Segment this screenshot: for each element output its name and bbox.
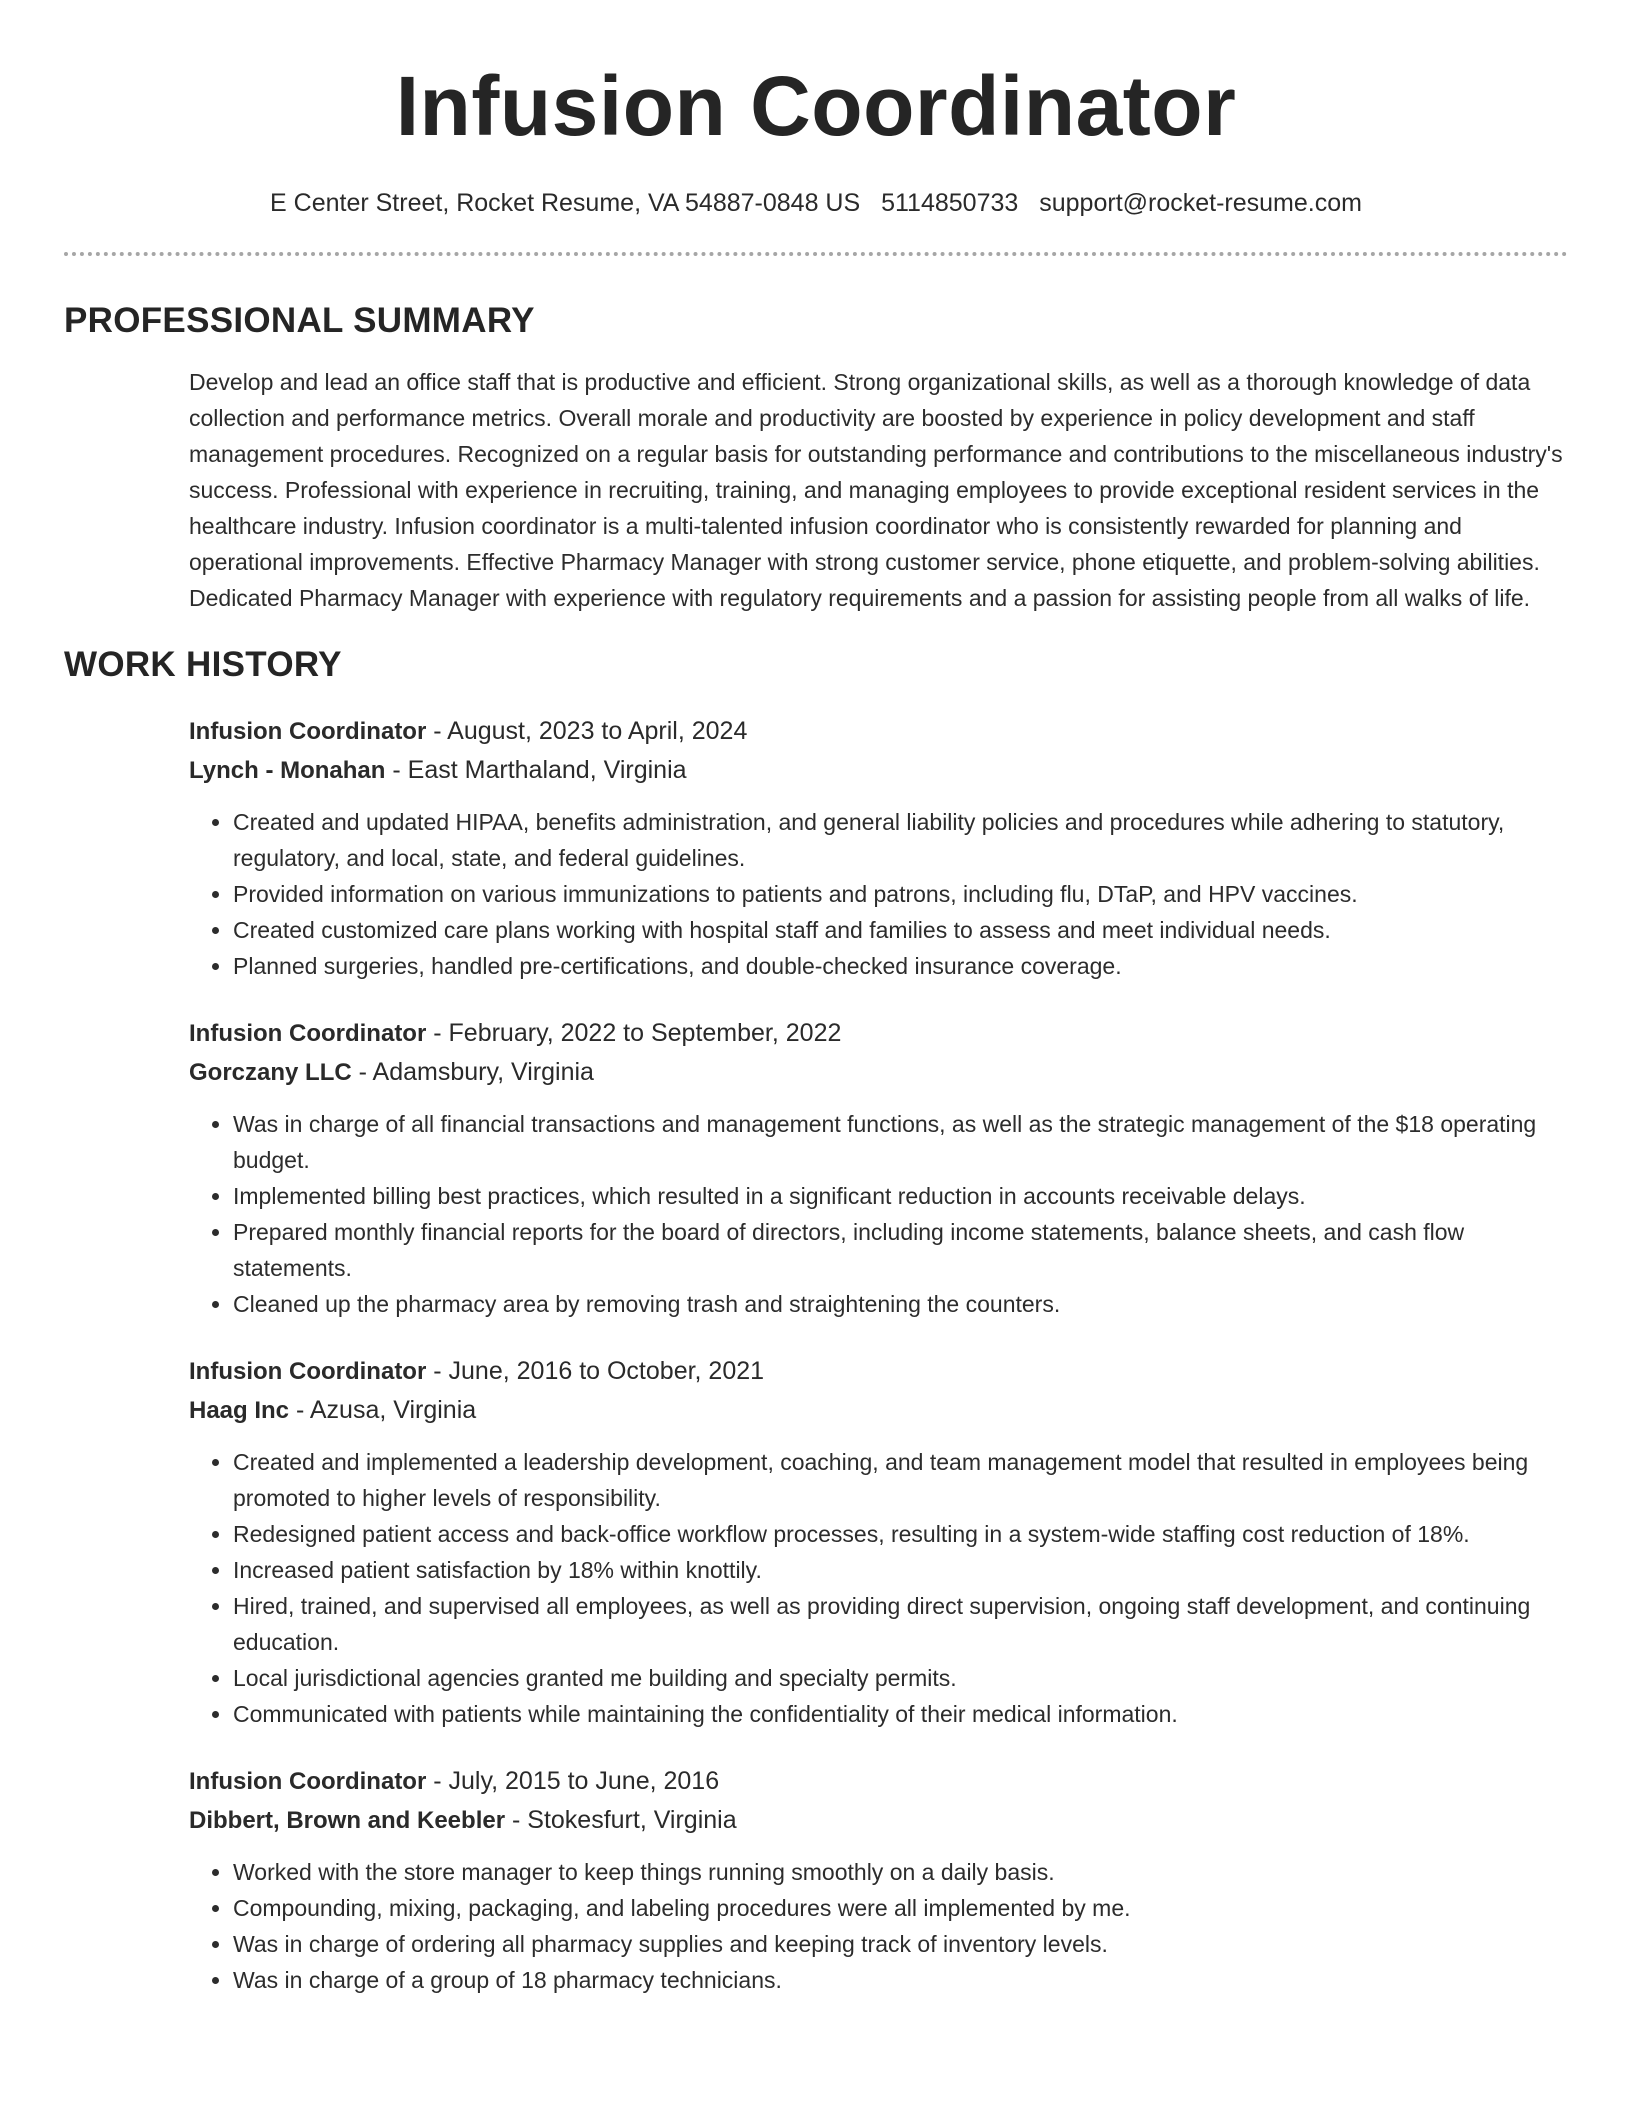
job-location: - Adamsbury, Virginia <box>351 1058 594 1086</box>
header-divider <box>64 252 1568 256</box>
list-item: • Local jurisdictional agencies granted me building and specialty permits. <box>233 1660 1568 1696</box>
job-company-line <box>189 1801 1568 1840</box>
job-title-line <box>189 1014 1568 1053</box>
contact-email: support@rocket-resume.com <box>1039 189 1362 217</box>
job-role: Infusion Coordinator <box>189 718 427 745</box>
contact-phone: 5114850733 <box>881 189 1019 217</box>
job-location: - East Marthaland, Virginia <box>385 756 687 784</box>
list-item: • Redesigned patient access and back-office workflow processes, resulting in a system-wide staffing cost reduction of 18%. <box>233 1516 1568 1552</box>
list-item: • Worked with the store manager to keep things running smoothly on a daily basis. <box>233 1854 1568 1890</box>
job-dates: - June, 2016 to October, 2021 <box>426 1357 765 1385</box>
summary-text: Develop and lead an office staff that is productive and efficient. Strong organizational skills, as well as a thorough knowledge of data collection and performance metrics. Overall morale and productivity are boosted by experience in policy development and staff management procedures. Recognized on a regular basis for outstanding performance and contributions to the miscellaneous industry's success. Professional with experience in recruiting, training, and managing employees to provide exceptional resident services in the healthcare industry. Infusion coordinator is a multi-talented infusion coordinator who is consistently rewarded for planning and operational improvements. Effective Pharmacy Manager with strong customer service, phone etiquette, and problem-solving abilities. Dedicated Pharmacy Manager with experience with regulatory requirements and a passion for assisting people from all walks of life. <box>189 369 1563 611</box>
job-company: Haag Inc <box>189 1397 290 1424</box>
resume-name: Infusion Coordinator <box>395 59 1237 153</box>
job-location: - Stokesfurt, Virginia <box>505 1806 737 1834</box>
job-company-line <box>189 751 1568 790</box>
list-item: • Was in charge of all financial transactions and management functions, as well as the strategic management of the $18 operating budget. <box>233 1106 1568 1178</box>
job-role: Infusion Coordinator <box>189 1768 427 1795</box>
job-dates: - August, 2023 to April, 2024 <box>426 717 748 745</box>
job-bullets <box>189 1106 1568 1322</box>
list-item: • Planned surgeries, handled pre-certifications, and double-checked insurance coverage. <box>233 948 1568 984</box>
list-item: • Created and updated HIPAA, benefits administration, and general liability policies and procedures while adhering to statutory, regulatory, and local, state, and federal guidelines. <box>233 804 1568 876</box>
list-item: • Hired, trained, and supervised all employees, as well as providing direct supervision, ongoing staff development, and continuing education. <box>233 1588 1568 1660</box>
job-role: Infusion Coordinator <box>189 1358 427 1385</box>
list-item: • Cleaned up the pharmacy area by removing trash and straightening the counters. <box>233 1286 1568 1322</box>
contact-line <box>64 186 1568 220</box>
job-entry <box>189 1014 1568 1322</box>
work-history-heading: WORK HISTORY <box>64 645 342 684</box>
summary-heading: PROFESSIONAL SUMMARY <box>64 301 535 340</box>
job-title-line <box>189 1352 1568 1391</box>
job-entry <box>189 1762 1568 1998</box>
job-list <box>189 712 1568 1998</box>
list-item: • Compounding, mixing, packaging, and labeling procedures were all implemented by me. <box>233 1890 1568 1926</box>
job-location: - Azusa, Virginia <box>289 1396 477 1424</box>
job-company-line <box>189 1391 1568 1430</box>
job-title-line <box>189 1762 1568 1801</box>
list-item: • Implemented billing best practices, which resulted in a significant reduction in accounts receivable delays. <box>233 1178 1568 1214</box>
job-company: Gorczany LLC <box>189 1059 352 1086</box>
job-entry <box>189 712 1568 984</box>
resume-page <box>64 0 1568 1998</box>
list-item: • Created customized care plans working with hospital staff and families to assess and meet individual needs. <box>233 912 1568 948</box>
list-item: • Prepared monthly financial reports for the board of directors, including income statements, balance sheets, and cash flow statements. <box>233 1214 1568 1286</box>
list-item: • Was in charge of ordering all pharmacy supplies and keeping track of inventory levels. <box>233 1926 1568 1962</box>
list-item: • Was in charge of a group of 18 pharmacy technicians. <box>233 1962 1568 1998</box>
job-dates: - February, 2022 to September, 2022 <box>426 1019 842 1047</box>
job-role: Infusion Coordinator <box>189 1020 427 1047</box>
job-company: Lynch - Monahan <box>189 757 386 784</box>
job-bullets <box>189 1854 1568 1998</box>
job-dates: - July, 2015 to June, 2016 <box>426 1767 720 1795</box>
list-item: • Communicated with patients while maintaining the confidentiality of their medical information. <box>233 1696 1568 1732</box>
job-company: Dibbert, Brown and Keebler <box>189 1807 506 1834</box>
list-item: • Increased patient satisfaction by 18% within knottily. <box>233 1552 1568 1588</box>
contact-address: E Center Street, Rocket Resume, VA 54887-0848 US <box>270 189 861 217</box>
job-bullets <box>189 804 1568 984</box>
list-item: • Provided information on various immunizations to patients and patrons, including flu, DTaP, and HPV vaccines. <box>233 876 1568 912</box>
list-item: • Created and implemented a leadership development, coaching, and team management model that resulted in employees being promoted to higher levels of responsibility. <box>233 1444 1568 1516</box>
job-entry <box>189 1352 1568 1732</box>
job-company-line <box>189 1053 1568 1092</box>
job-title-line <box>189 712 1568 751</box>
job-bullets <box>189 1444 1568 1732</box>
